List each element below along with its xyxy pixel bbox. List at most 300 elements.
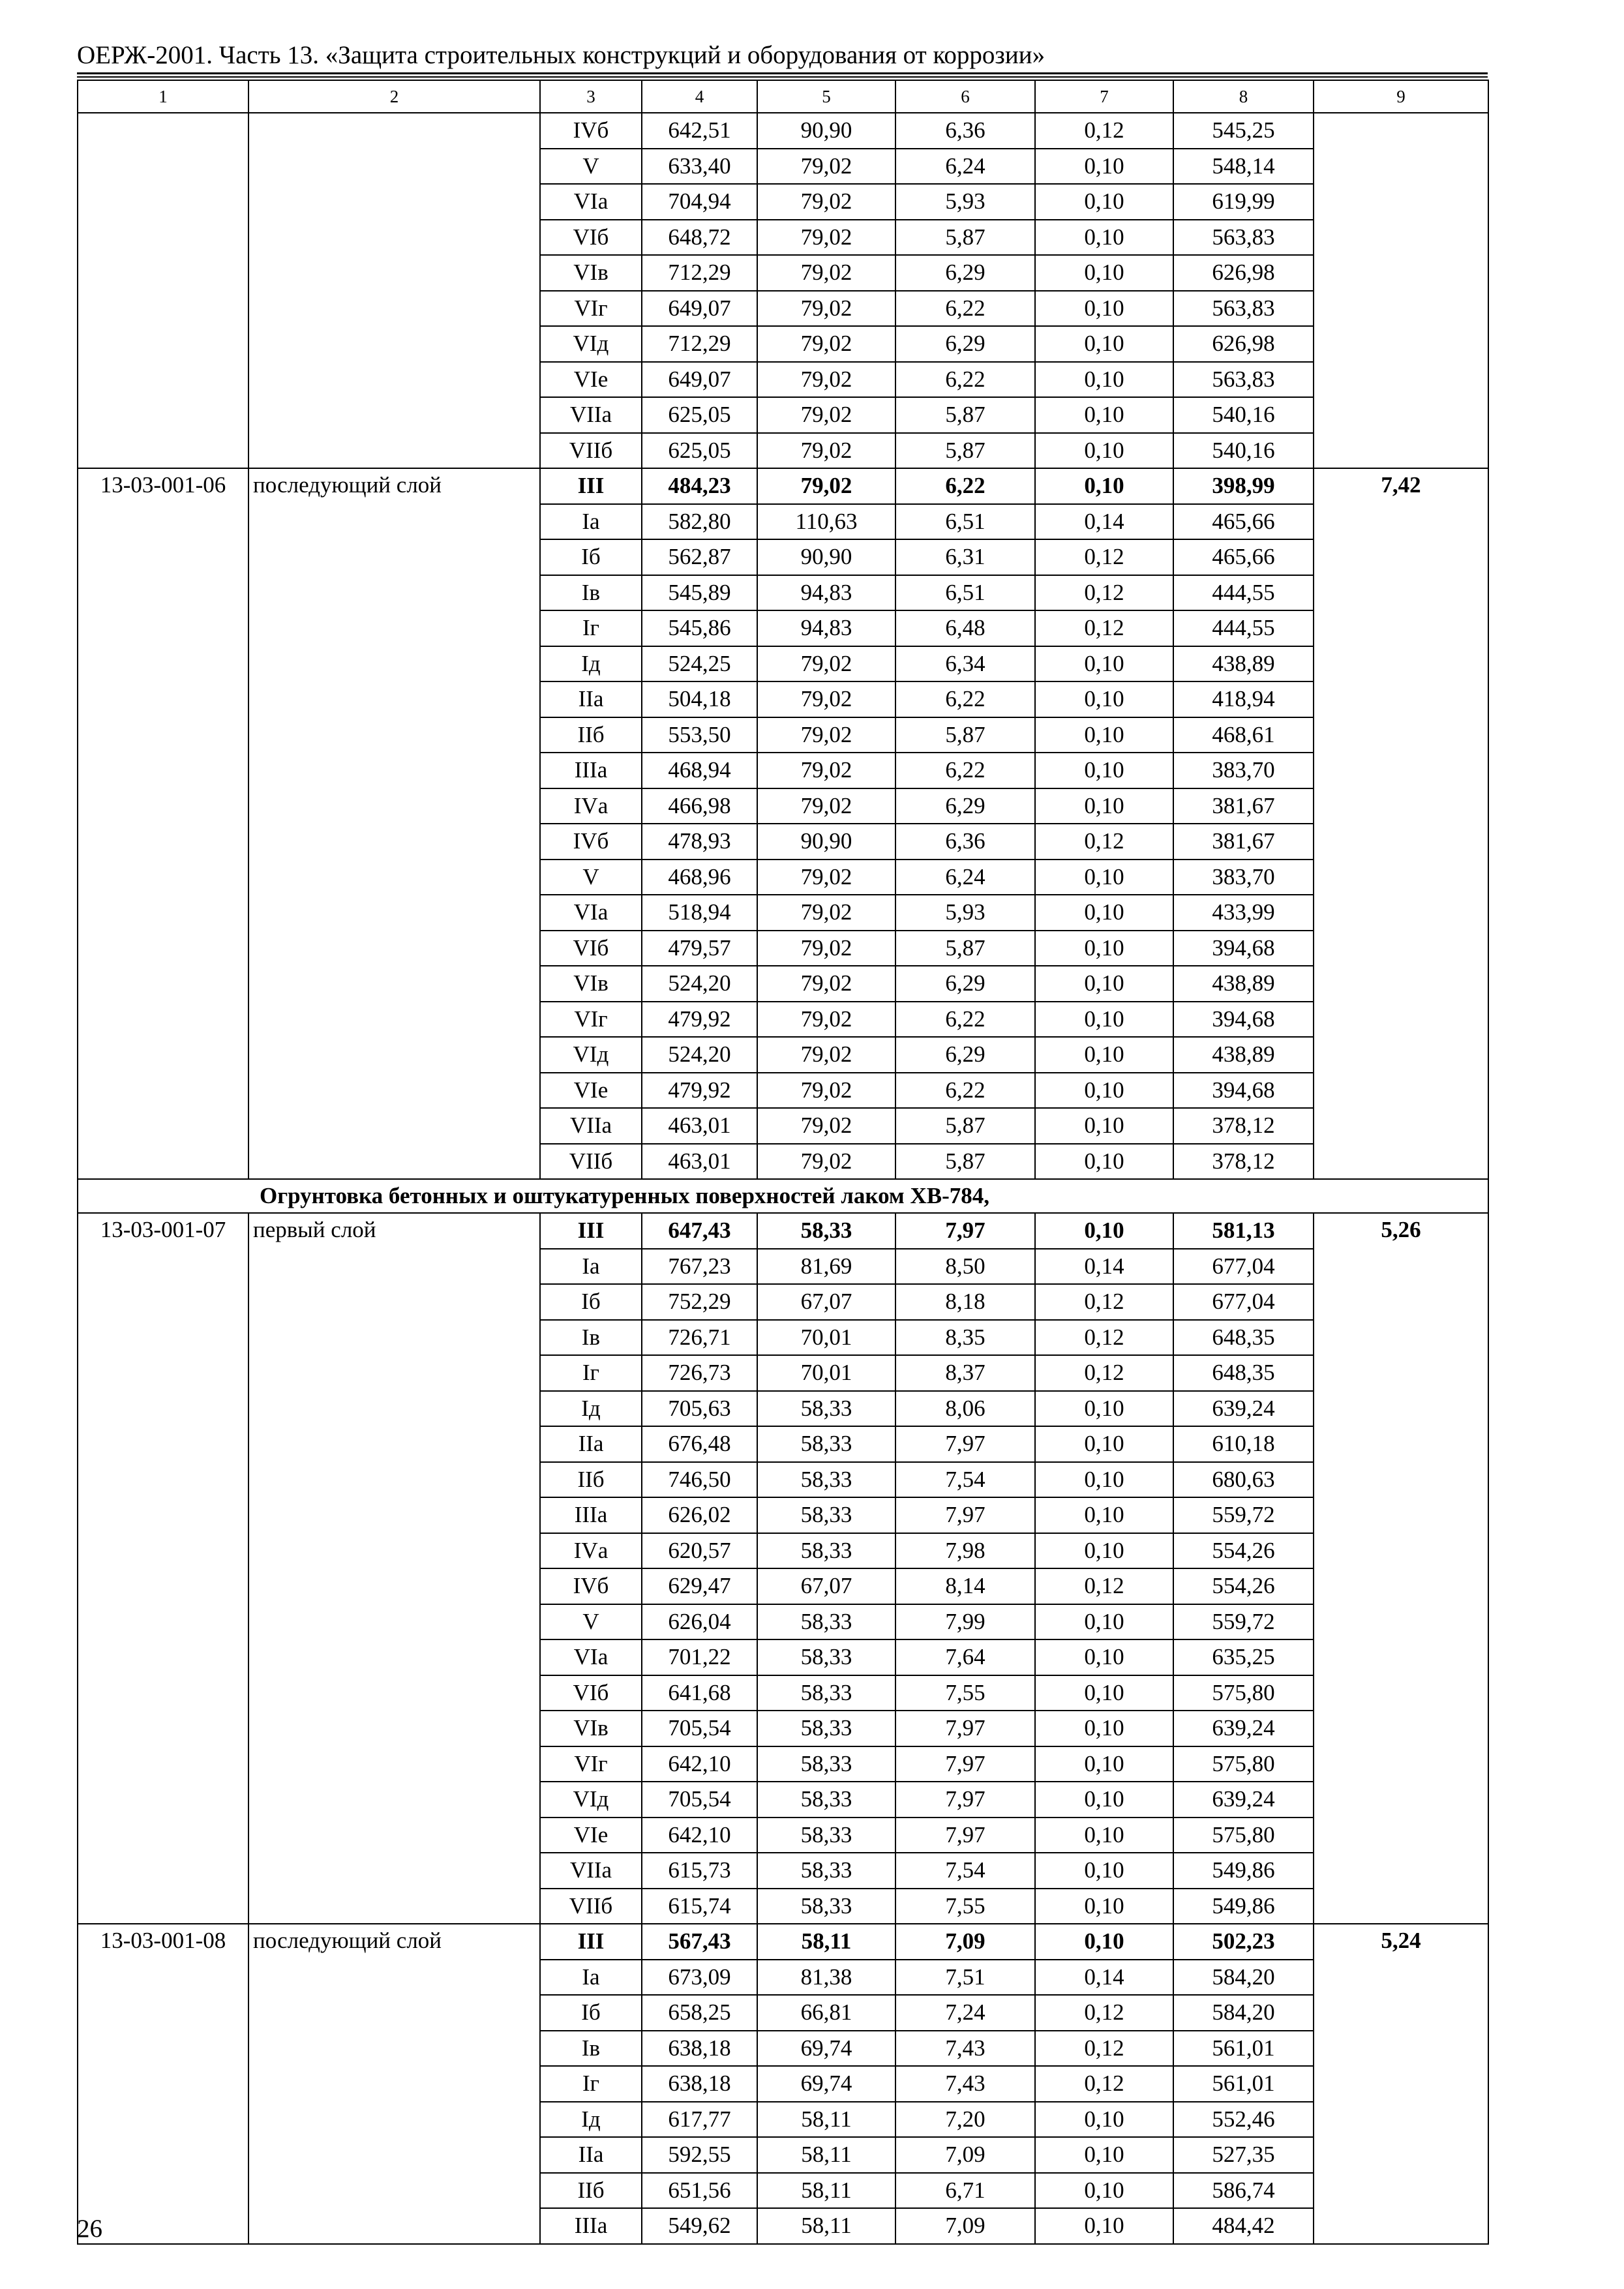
- value-cell: 524,25: [642, 646, 757, 682]
- value-cell: 7,54: [895, 1462, 1035, 1498]
- value-cell: 418,94: [1173, 681, 1314, 717]
- value-cell: 0,10: [1035, 1144, 1173, 1180]
- value-cell: 0,10: [1035, 1889, 1173, 1924]
- value-cell: 79,02: [757, 1002, 895, 1038]
- value-cell: 6,22: [895, 1073, 1035, 1109]
- value-cell: 5,87: [895, 1144, 1035, 1180]
- zone-cell: IIIа: [540, 1497, 642, 1533]
- value-cell: 677,04: [1173, 1284, 1314, 1320]
- value-cell: 562,87: [642, 539, 757, 575]
- value-cell: 767,23: [642, 1249, 757, 1285]
- zone-cell: IVа: [540, 788, 642, 824]
- value-cell: 0,10: [1035, 1711, 1173, 1746]
- value-cell: 0,12: [1035, 1995, 1173, 2031]
- value-cell: 0,10: [1035, 1073, 1173, 1109]
- zone-cell: Iв: [540, 1320, 642, 1356]
- value-cell: 502,23: [1173, 1924, 1314, 1960]
- value-cell: 524,20: [642, 966, 757, 1002]
- value-cell: 575,80: [1173, 1818, 1314, 1853]
- table-row: [78, 113, 1488, 149]
- column-number-row: [78, 80, 1488, 113]
- value-cell: 561,01: [1173, 2031, 1314, 2067]
- value-cell: 58,33: [757, 1604, 895, 1640]
- value-cell: 438,89: [1173, 646, 1314, 682]
- value-cell: 0,10: [1035, 1675, 1173, 1711]
- value-cell: 581,13: [1173, 1213, 1314, 1249]
- value-cell: 0,10: [1035, 184, 1173, 220]
- value-cell: 615,74: [642, 1889, 757, 1924]
- value-cell: 7,97: [895, 1711, 1035, 1746]
- name-cell: [248, 113, 540, 468]
- zone-cell: IIIа: [540, 753, 642, 788]
- value-cell: 7,97: [895, 1746, 1035, 1782]
- value-cell: 561,01: [1173, 2066, 1314, 2102]
- value-cell: 633,40: [642, 149, 757, 185]
- name-cell: последующий слой: [248, 1924, 540, 2244]
- value-cell: 58,33: [757, 1853, 895, 1889]
- value-cell: 0,12: [1035, 2031, 1173, 2067]
- value-cell: 619,99: [1173, 184, 1314, 220]
- value-cell: 7,51: [895, 1960, 1035, 1996]
- value-cell: 69,74: [757, 2031, 895, 2067]
- zone-cell: IIб: [540, 2173, 642, 2209]
- zone-cell: VIIа: [540, 397, 642, 433]
- value-cell: 642,51: [642, 113, 757, 149]
- zone-cell: VIб: [540, 1675, 642, 1711]
- value-cell: 70,01: [757, 1355, 895, 1391]
- value-cell: 90,90: [757, 539, 895, 575]
- value-cell: 8,35: [895, 1320, 1035, 1356]
- value-cell: 6,29: [895, 966, 1035, 1002]
- value-cell: 7,99: [895, 1604, 1035, 1640]
- value-cell: 465,66: [1173, 539, 1314, 575]
- value-cell: 378,12: [1173, 1108, 1314, 1144]
- value-cell: 563,83: [1173, 291, 1314, 327]
- zone-cell: III: [540, 468, 642, 504]
- value-cell: 58,33: [757, 1818, 895, 1853]
- value-cell: 0,10: [1035, 1213, 1173, 1249]
- value-cell: 0,10: [1035, 149, 1173, 185]
- value-cell: 0,10: [1035, 291, 1173, 327]
- value-cell: 58,33: [757, 1746, 895, 1782]
- value-cell: 463,01: [642, 1144, 757, 1180]
- value-cell: 0,12: [1035, 113, 1173, 149]
- value-cell: 7,54: [895, 1853, 1035, 1889]
- value-cell: 479,92: [642, 1002, 757, 1038]
- value-cell: 548,14: [1173, 149, 1314, 185]
- section-row: [78, 1179, 1488, 1213]
- value-cell: 642,10: [642, 1818, 757, 1853]
- value-cell: 0,10: [1035, 753, 1173, 788]
- value-cell: 58,11: [757, 2102, 895, 2138]
- value-cell: 559,72: [1173, 1497, 1314, 1533]
- value-cell: 79,02: [757, 681, 895, 717]
- value-cell: 626,04: [642, 1604, 757, 1640]
- value-cell: 0,12: [1035, 2066, 1173, 2102]
- value-cell: 0,10: [1035, 1818, 1173, 1853]
- value-cell: 586,74: [1173, 2173, 1314, 2209]
- value-cell: 0,10: [1035, 1853, 1173, 1889]
- value-cell: 6,24: [895, 860, 1035, 895]
- header-rule: [77, 72, 1488, 74]
- value-cell: 79,02: [757, 646, 895, 682]
- value-cell: 7,97: [895, 1213, 1035, 1249]
- value-cell: 7,98: [895, 1533, 1035, 1569]
- value-cell: 0,10: [1035, 966, 1173, 1002]
- value-cell: 0,10: [1035, 397, 1173, 433]
- value-cell: 79,02: [757, 326, 895, 362]
- zone-cell: VIв: [540, 255, 642, 291]
- value-cell: 504,18: [642, 681, 757, 717]
- column-number: 5: [757, 80, 895, 113]
- value-cell: 626,98: [1173, 326, 1314, 362]
- value-cell: 545,89: [642, 575, 757, 611]
- value-cell: 58,33: [757, 1675, 895, 1711]
- zone-cell: Iа: [540, 1960, 642, 1996]
- zone-cell: V: [540, 860, 642, 895]
- column-number: 3: [540, 80, 642, 113]
- value-cell: 0,12: [1035, 539, 1173, 575]
- zone-cell: VIб: [540, 220, 642, 256]
- value-cell: 0,10: [1035, 2208, 1173, 2244]
- value-cell: 79,02: [757, 184, 895, 220]
- value-cell: 58,33: [757, 1391, 895, 1427]
- value-cell: 676,48: [642, 1426, 757, 1462]
- value-cell: 0,10: [1035, 1426, 1173, 1462]
- value-cell: 8,37: [895, 1355, 1035, 1391]
- value-cell: 639,24: [1173, 1391, 1314, 1427]
- value-cell: 79,02: [757, 1073, 895, 1109]
- value-cell: 0,10: [1035, 1002, 1173, 1038]
- zone-cell: V: [540, 149, 642, 185]
- code-cell: 13-03-001-06: [78, 468, 248, 1179]
- value-cell: 5,87: [895, 433, 1035, 469]
- total-cell: 5,26: [1314, 1213, 1488, 1924]
- value-cell: 466,98: [642, 788, 757, 824]
- value-cell: 6,51: [895, 504, 1035, 540]
- zone-cell: VIе: [540, 1818, 642, 1853]
- zone-cell: VIг: [540, 1746, 642, 1782]
- value-cell: 0,10: [1035, 220, 1173, 256]
- value-cell: 81,69: [757, 1249, 895, 1285]
- value-cell: 438,89: [1173, 966, 1314, 1002]
- value-cell: 79,02: [757, 433, 895, 469]
- zone-cell: V: [540, 1604, 642, 1640]
- value-cell: 592,55: [642, 2137, 757, 2173]
- value-cell: 5,87: [895, 1108, 1035, 1144]
- value-cell: 0,10: [1035, 931, 1173, 966]
- value-cell: 575,80: [1173, 1675, 1314, 1711]
- value-cell: 468,94: [642, 753, 757, 788]
- table-row: [78, 1213, 1488, 1249]
- value-cell: 58,33: [757, 1533, 895, 1569]
- value-cell: 6,29: [895, 788, 1035, 824]
- value-cell: 94,83: [757, 575, 895, 611]
- value-cell: 651,56: [642, 2173, 757, 2209]
- value-cell: 444,55: [1173, 575, 1314, 611]
- value-cell: 0,10: [1035, 860, 1173, 895]
- value-cell: 433,99: [1173, 895, 1314, 931]
- column-number: 4: [642, 80, 757, 113]
- zone-cell: IVб: [540, 113, 642, 149]
- value-cell: 7,64: [895, 1639, 1035, 1675]
- value-cell: 58,11: [757, 2208, 895, 2244]
- value-cell: 7,97: [895, 1818, 1035, 1853]
- value-cell: 545,86: [642, 610, 757, 646]
- value-cell: 79,02: [757, 468, 895, 504]
- code-cell: [78, 113, 248, 468]
- value-cell: 58,33: [757, 1639, 895, 1675]
- value-cell: 8,06: [895, 1391, 1035, 1427]
- zone-cell: VIг: [540, 291, 642, 327]
- value-cell: 0,10: [1035, 1391, 1173, 1427]
- value-cell: 620,57: [642, 1533, 757, 1569]
- total-cell: 7,42: [1314, 468, 1488, 1179]
- zone-cell: Iд: [540, 2102, 642, 2138]
- value-cell: 625,05: [642, 397, 757, 433]
- zone-cell: VIа: [540, 184, 642, 220]
- value-cell: 0,10: [1035, 362, 1173, 398]
- name-cell: последующий слой: [248, 468, 540, 1179]
- code-cell: 13-03-001-08: [78, 1924, 248, 2244]
- value-cell: 582,80: [642, 504, 757, 540]
- value-cell: 712,29: [642, 255, 757, 291]
- value-cell: 398,99: [1173, 468, 1314, 504]
- value-cell: 479,57: [642, 931, 757, 966]
- value-cell: 5,87: [895, 717, 1035, 753]
- value-cell: 701,22: [642, 1639, 757, 1675]
- value-cell: 554,26: [1173, 1533, 1314, 1569]
- value-cell: 90,90: [757, 824, 895, 860]
- value-cell: 0,10: [1035, 1746, 1173, 1782]
- value-cell: 567,43: [642, 1924, 757, 1960]
- value-cell: 0,10: [1035, 1604, 1173, 1640]
- zone-cell: Iг: [540, 2066, 642, 2102]
- value-cell: 79,02: [757, 149, 895, 185]
- zone-cell: IVб: [540, 1568, 642, 1604]
- value-cell: 81,38: [757, 1960, 895, 1996]
- value-cell: 79,02: [757, 753, 895, 788]
- value-cell: 549,62: [642, 2208, 757, 2244]
- zone-cell: VIв: [540, 1711, 642, 1746]
- header-rule-thin: [77, 76, 1488, 78]
- value-cell: 484,42: [1173, 2208, 1314, 2244]
- value-cell: 6,71: [895, 2173, 1035, 2209]
- zone-cell: IVа: [540, 1533, 642, 1569]
- zone-cell: IIIа: [540, 2208, 642, 2244]
- zone-cell: Iг: [540, 610, 642, 646]
- zone-cell: VIв: [540, 966, 642, 1002]
- value-cell: 6,36: [895, 113, 1035, 149]
- code-cell: 13-03-001-07: [78, 1213, 248, 1924]
- value-cell: 0,14: [1035, 1960, 1173, 1996]
- rates-table: [77, 80, 1489, 2245]
- value-cell: 625,05: [642, 433, 757, 469]
- value-cell: 726,73: [642, 1355, 757, 1391]
- zone-cell: VIа: [540, 1639, 642, 1675]
- value-cell: 704,94: [642, 184, 757, 220]
- value-cell: 58,33: [757, 1711, 895, 1746]
- value-cell: 0,10: [1035, 788, 1173, 824]
- zone-cell: Iа: [540, 504, 642, 540]
- zone-cell: Iб: [540, 1995, 642, 2031]
- value-cell: 6,29: [895, 326, 1035, 362]
- value-cell: 563,83: [1173, 362, 1314, 398]
- value-cell: 549,86: [1173, 1889, 1314, 1924]
- value-cell: 540,16: [1173, 397, 1314, 433]
- value-cell: 79,02: [757, 717, 895, 753]
- value-cell: 383,70: [1173, 860, 1314, 895]
- value-cell: 0,12: [1035, 575, 1173, 611]
- zone-cell: IIб: [540, 717, 642, 753]
- value-cell: 648,35: [1173, 1320, 1314, 1356]
- value-cell: 58,33: [757, 1497, 895, 1533]
- value-cell: 444,55: [1173, 610, 1314, 646]
- zone-cell: VIIа: [540, 1108, 642, 1144]
- value-cell: 7,20: [895, 2102, 1035, 2138]
- zone-cell: Iв: [540, 575, 642, 611]
- value-cell: 6,22: [895, 753, 1035, 788]
- value-cell: 5,87: [895, 220, 1035, 256]
- value-cell: 79,02: [757, 895, 895, 931]
- zone-cell: Iд: [540, 646, 642, 682]
- zone-cell: Iд: [540, 1391, 642, 1427]
- value-cell: 617,77: [642, 2102, 757, 2138]
- zone-cell: Iв: [540, 2031, 642, 2067]
- value-cell: 0,10: [1035, 717, 1173, 753]
- value-cell: 549,86: [1173, 1853, 1314, 1889]
- value-cell: 7,09: [895, 2208, 1035, 2244]
- value-cell: 6,22: [895, 291, 1035, 327]
- value-cell: 79,02: [757, 397, 895, 433]
- value-cell: 527,35: [1173, 2137, 1314, 2173]
- value-cell: 545,25: [1173, 113, 1314, 149]
- value-cell: 615,73: [642, 1853, 757, 1889]
- value-cell: 79,02: [757, 255, 895, 291]
- value-cell: 524,20: [642, 1037, 757, 1073]
- value-cell: 540,16: [1173, 433, 1314, 469]
- value-cell: 7,97: [895, 1497, 1035, 1533]
- zone-cell: VIб: [540, 931, 642, 966]
- value-cell: 5,93: [895, 184, 1035, 220]
- value-cell: 79,02: [757, 291, 895, 327]
- value-cell: 0,10: [1035, 895, 1173, 931]
- page-number: 26: [77, 2215, 102, 2243]
- value-cell: 478,93: [642, 824, 757, 860]
- value-cell: 6,31: [895, 539, 1035, 575]
- value-cell: 7,24: [895, 1995, 1035, 2031]
- value-cell: 0,10: [1035, 1782, 1173, 1818]
- value-cell: 705,54: [642, 1711, 757, 1746]
- value-cell: 635,25: [1173, 1639, 1314, 1675]
- value-cell: 6,22: [895, 681, 1035, 717]
- value-cell: 7,55: [895, 1675, 1035, 1711]
- zone-cell: IVб: [540, 824, 642, 860]
- value-cell: 0,10: [1035, 468, 1173, 504]
- zone-cell: III: [540, 1213, 642, 1249]
- value-cell: 726,71: [642, 1320, 757, 1356]
- value-cell: 648,72: [642, 220, 757, 256]
- value-cell: 0,12: [1035, 1568, 1173, 1604]
- zone-cell: VIа: [540, 895, 642, 931]
- zone-cell: Iг: [540, 1355, 642, 1391]
- value-cell: 79,02: [757, 220, 895, 256]
- zone-cell: VIе: [540, 1073, 642, 1109]
- value-cell: 6,36: [895, 824, 1035, 860]
- value-cell: 67,07: [757, 1284, 895, 1320]
- value-cell: 0,10: [1035, 681, 1173, 717]
- value-cell: 705,54: [642, 1782, 757, 1818]
- value-cell: 58,33: [757, 1782, 895, 1818]
- value-cell: 552,46: [1173, 2102, 1314, 2138]
- column-number: 1: [78, 80, 248, 113]
- value-cell: 58,33: [757, 1426, 895, 1462]
- value-cell: 0,12: [1035, 1284, 1173, 1320]
- column-number: 7: [1035, 80, 1173, 113]
- value-cell: 79,02: [757, 1037, 895, 1073]
- value-cell: 752,29: [642, 1284, 757, 1320]
- value-cell: 0,10: [1035, 255, 1173, 291]
- value-cell: 658,25: [642, 1995, 757, 2031]
- value-cell: 0,10: [1035, 1924, 1173, 1960]
- value-cell: 559,72: [1173, 1604, 1314, 1640]
- value-cell: 79,02: [757, 1108, 895, 1144]
- value-cell: 0,12: [1035, 1320, 1173, 1356]
- value-cell: 6,29: [895, 255, 1035, 291]
- value-cell: 5,93: [895, 895, 1035, 931]
- value-cell: 629,47: [642, 1568, 757, 1604]
- value-cell: 58,33: [757, 1462, 895, 1498]
- zone-cell: VIд: [540, 1037, 642, 1073]
- value-cell: 8,18: [895, 1284, 1035, 1320]
- zone-cell: VIд: [540, 326, 642, 362]
- value-cell: 638,18: [642, 2066, 757, 2102]
- value-cell: 563,83: [1173, 220, 1314, 256]
- value-cell: 647,43: [642, 1213, 757, 1249]
- value-cell: 58,11: [757, 2173, 895, 2209]
- value-cell: 6,22: [895, 1002, 1035, 1038]
- zone-cell: Iб: [540, 1284, 642, 1320]
- value-cell: 5,87: [895, 397, 1035, 433]
- value-cell: 484,23: [642, 468, 757, 504]
- value-cell: 641,68: [642, 1675, 757, 1711]
- page-header: ОЕРЖ-2001. Часть 13. «Защита строительных конструкций и оборудования от коррозии»: [77, 41, 1045, 69]
- zone-cell: Iб: [540, 539, 642, 575]
- value-cell: 6,22: [895, 468, 1035, 504]
- value-cell: 94,83: [757, 610, 895, 646]
- value-cell: 705,63: [642, 1391, 757, 1427]
- value-cell: 0,10: [1035, 1533, 1173, 1569]
- value-cell: 518,94: [642, 895, 757, 931]
- zone-cell: VIIб: [540, 433, 642, 469]
- value-cell: 584,20: [1173, 1960, 1314, 1996]
- value-cell: 584,20: [1173, 1995, 1314, 2031]
- value-cell: 0,10: [1035, 646, 1173, 682]
- value-cell: 6,29: [895, 1037, 1035, 1073]
- value-cell: 0,10: [1035, 2173, 1173, 2209]
- table-row: [78, 1924, 1488, 1960]
- value-cell: 468,96: [642, 860, 757, 895]
- value-cell: 438,89: [1173, 1037, 1314, 1073]
- value-cell: 642,10: [642, 1746, 757, 1782]
- value-cell: 746,50: [642, 1462, 757, 1498]
- name-cell: первый слой: [248, 1213, 540, 1924]
- value-cell: 639,24: [1173, 1711, 1314, 1746]
- value-cell: 378,12: [1173, 1144, 1314, 1180]
- total-cell: [1314, 113, 1488, 468]
- value-cell: 648,35: [1173, 1355, 1314, 1391]
- value-cell: 639,24: [1173, 1782, 1314, 1818]
